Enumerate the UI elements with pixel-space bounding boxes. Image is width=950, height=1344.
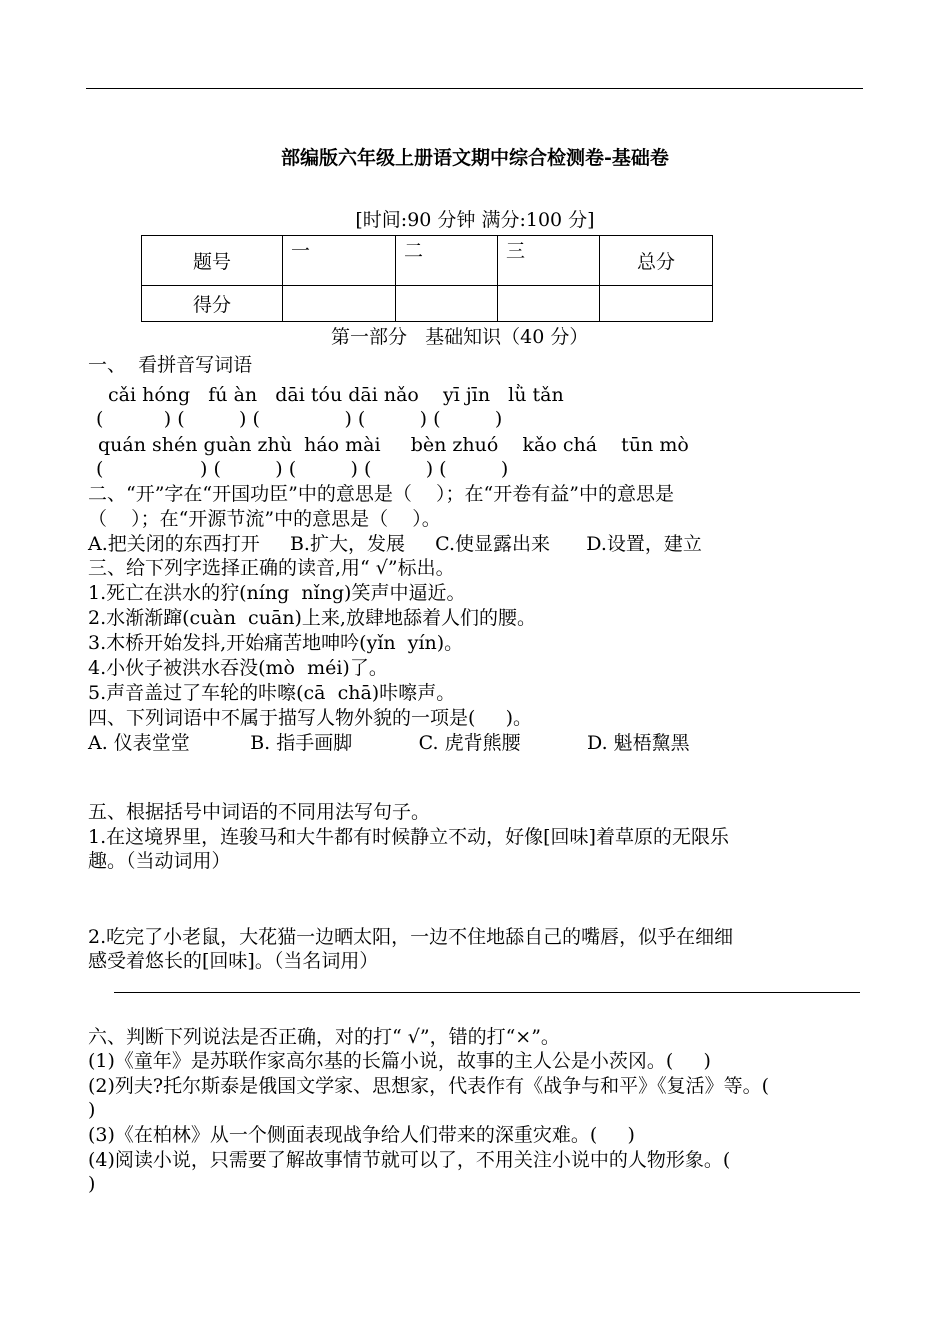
q1-blanks-row2[interactable]: ( ) ( ) ( ) ( ) ( ): [96, 458, 509, 480]
score-cell-total[interactable]: [600, 286, 713, 322]
q5-item1-line1: 1.在这境界里，连骏马和大牛都有时候静立不动，好像[回味]着草原的无限乐: [88, 826, 729, 848]
row-label-score: 得分: [142, 286, 283, 322]
q5-item2-line2: 感受着悠长的[回味]。（当名词用）: [88, 950, 379, 972]
q3-heading: 三、给下列字选择正确的读音,用“ √”标出。: [88, 557, 455, 579]
q1-pinyin-row1: cǎi hóng fú àn dāi tóu dāi nǎo yī jīn lǜ tǎn: [108, 384, 564, 406]
top-rule: [86, 88, 863, 89]
q2-options: A.把关闭的东西打开 B.扩大，发展 C.使显露出来 D.设置，建立: [88, 533, 702, 555]
q2-line2: （ ）；在“开源节流”中的意思是（ ）。: [88, 508, 441, 530]
q5-item1-line2: 趣。（当动词用）: [88, 850, 231, 872]
score-cell-2[interactable]: [396, 286, 498, 322]
score-cell-1[interactable]: [283, 286, 396, 322]
q3-item-2: 2.水渐渐蹿(cuàn cuān)上来,放肆地舔着人们的腰。: [88, 607, 536, 629]
q6-item-4-line1: (4)阅读小说，只需要了解故事情节就可以了，不用关注小说中的人物形象。(: [88, 1149, 731, 1171]
answer-line[interactable]: [114, 992, 860, 993]
q3-item-3: 3.木桥开始发抖,开始痛苦地呻吟(yǐn yín)。: [88, 632, 464, 654]
q6-heading: 六、判断下列说法是否正确，对的打“ √”，错的打“×”。: [88, 1026, 560, 1048]
q6-item-4-line2: ): [88, 1173, 96, 1195]
part-one-heading: 第一部分 基础知识（40 分）: [331, 326, 589, 348]
col-3: 三: [498, 236, 600, 286]
q6-item-2-line2: ): [88, 1099, 96, 1121]
q6-item-3: (3)《在柏林》从一个侧面表现战争给人们带来的深重灾难。( ): [88, 1124, 635, 1146]
row-label-number: 题号: [142, 236, 283, 286]
q3-item-5: 5.声音盖过了车轮的咔嚓(cā chā)咔嚓声。: [88, 682, 456, 704]
q2-line1: 二、“开”字在“开国功臣”中的意思是（ ）；在“开卷有益”中的意思是: [88, 483, 674, 505]
q6-item-2-line1: (2)列夫?托尔斯泰是俄国文学家、思想家，代表作有《战争与和平》《复活》等。(: [88, 1075, 770, 1097]
score-cell-3[interactable]: [498, 286, 600, 322]
page-title: 部编版六年级上册语文期中综合检测卷-基础卷: [281, 147, 669, 169]
q6-item-1: (1)《童年》是苏联作家高尔基的长篇小说，故事的主人公是小茨冈。( ): [88, 1050, 711, 1072]
q4-options: A. 仪表堂堂 B. 指手画脚 C. 虎背熊腰 D. 魁梧黧黑: [88, 732, 690, 754]
q5-item2-line1: 2.吃完了小老鼠，大花猫一边晒太阳，一边不住地舔自己的嘴唇，似乎在细细: [88, 926, 734, 948]
q1-blanks-row1[interactable]: ( ) ( ) ( ) ( ) ( ): [96, 408, 503, 430]
q1-pinyin-row2: quán shén guàn zhù háo mài bèn zhuó kǎo chá tūn mò: [98, 434, 689, 456]
q5-heading: 五、根据括号中词语的不同用法写句子。: [88, 801, 431, 823]
col-total: 总分: [600, 236, 713, 286]
q3-item-4: 4.小伙子被洪水吞没(mò méi)了。: [88, 657, 388, 679]
col-2: 二: [396, 236, 498, 286]
q1-heading: 一、 看拼音写词语: [88, 354, 253, 376]
score-table: [141, 235, 713, 322]
exam-meta: [时间:90 分钟 满分:100 分]: [355, 209, 595, 231]
q3-item-1: 1.死亡在洪水的狞(níng nǐng)笑声中逼近。: [88, 582, 466, 604]
q4-heading: 四、下列词语中不属于描写人物外貌的一项是( )。: [88, 707, 533, 729]
col-1: 一: [283, 236, 396, 286]
